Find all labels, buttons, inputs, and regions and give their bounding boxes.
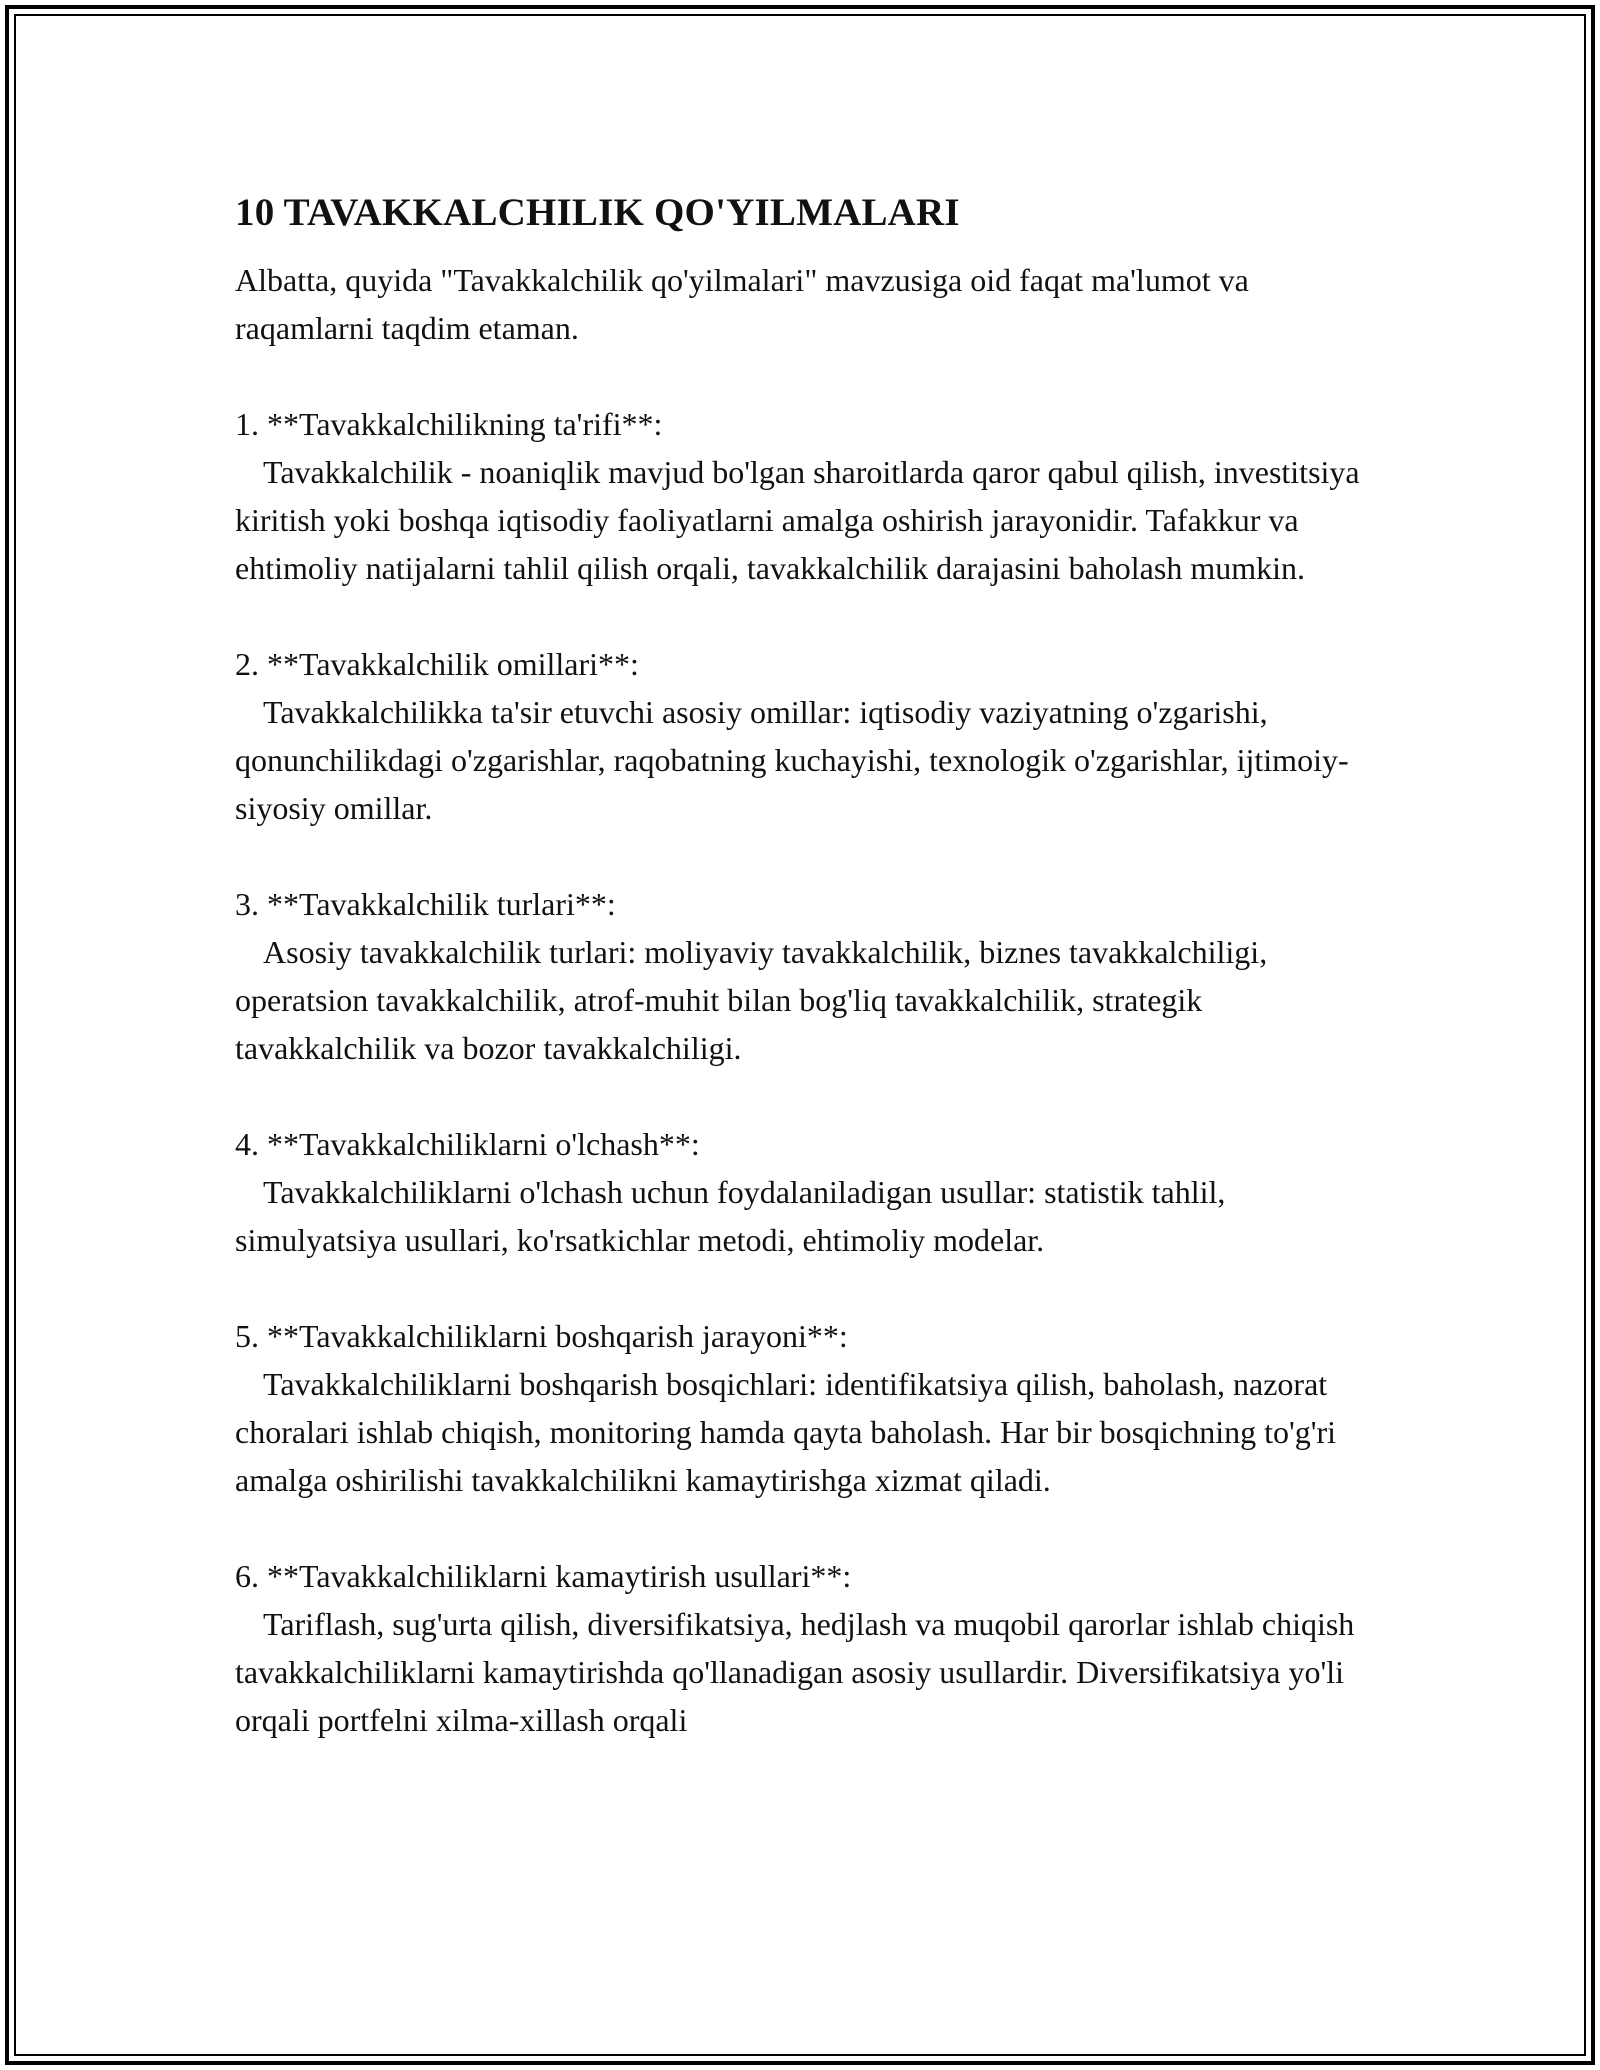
section-heading: 5. **Tavakkalchiliklarni boshqarish jarayoni**: <box>235 1318 848 1354</box>
section-heading: 1. **Tavakkalchilikning ta'rifi**: <box>235 406 663 442</box>
section-body: Tariflash, sug'urta qilish, diversifikatsiya, hedjlash va muqobil qarorlar ishlab chiqish tavakkalchiliklarni kamaytirishda qo'llanadigan asosiy usullardir. Diversifikatsiya yo'li orqali portfelni xilma-xillash orqali <box>235 1606 1355 1738</box>
section-types <box>235 880 1385 1072</box>
section-heading: 2. **Tavakkalchilik omillari**: <box>235 646 639 682</box>
section-management <box>235 1312 1385 1504</box>
intro-paragraph: Albatta, quyida "Tavakkalchilik qo'yilmalari" mavzusiga oid faqat ma'lumot va raqamlarni taqdim etaman. <box>235 262 1249 346</box>
section-heading: 3. **Tavakkalchilik turlari**: <box>235 886 616 922</box>
section-body: Tavakkalchiliklarni boshqarish bosqichlari: identifikatsiya qilish, baholash, nazorat choralari ishlab chiqish, monitoring hamda qayta baholash. Har bir bosqichning to'g'ri amalga oshirilishi tavakkalchilikni kamaytirishga xizmat qiladi. <box>235 1366 1337 1498</box>
section-mitigation <box>235 1552 1385 1744</box>
section-heading: 6. **Tavakkalchiliklarni kamaytirish usullari**: <box>235 1558 852 1594</box>
section-definition <box>235 400 1385 592</box>
section-measurement <box>235 1120 1385 1264</box>
section-body: Tavakkalchiliklarni o'lchash uchun foydalaniladigan usullar: statistik tahlil, simulyatsiya usullari, ko'rsatkichlar metodi, ehtimoliy modelar. <box>235 1174 1226 1258</box>
section-body: Tavakkalchilikka ta'sir etuvchi asosiy omillar: iqtisodiy vaziyatning o'zgarishi, qonunchilikdagi o'zgarishlar, raqobatning kuchayishi, texnologik o'zgarishlar, ijtimoiy-siyosiy omillar. <box>235 694 1349 826</box>
document-content <box>235 186 1385 1744</box>
section-body: Asosiy tavakkalchilik turlari: moliyaviy tavakkalchilik, biznes tavakkalchiligi, operatsion tavakkalchilik, atrof-muhit bilan bog'liq tavakkalchilik, strategik tavakkalchilik va bozor tavakkalchiligi. <box>235 934 1268 1066</box>
section-factors <box>235 640 1385 832</box>
section-body: Tavakkalchilik - noaniqlik mavjud bo'lgan sharoitlarda qaror qabul qilish, investitsiya kiritish yoki boshqa iqtisodiy faoliyatlarni amalga oshirish jarayonidir. Tafakkur va ehtimoliy natijalarni tahlil qilish orqali, tavakkalchilik darajasini baholash mumkin. <box>235 454 1360 586</box>
section-heading: 4. **Tavakkalchiliklarni o'lchash**: <box>235 1126 700 1162</box>
document-title: 10 TAVAKKALCHILIK QO'YILMALARI <box>235 191 960 234</box>
